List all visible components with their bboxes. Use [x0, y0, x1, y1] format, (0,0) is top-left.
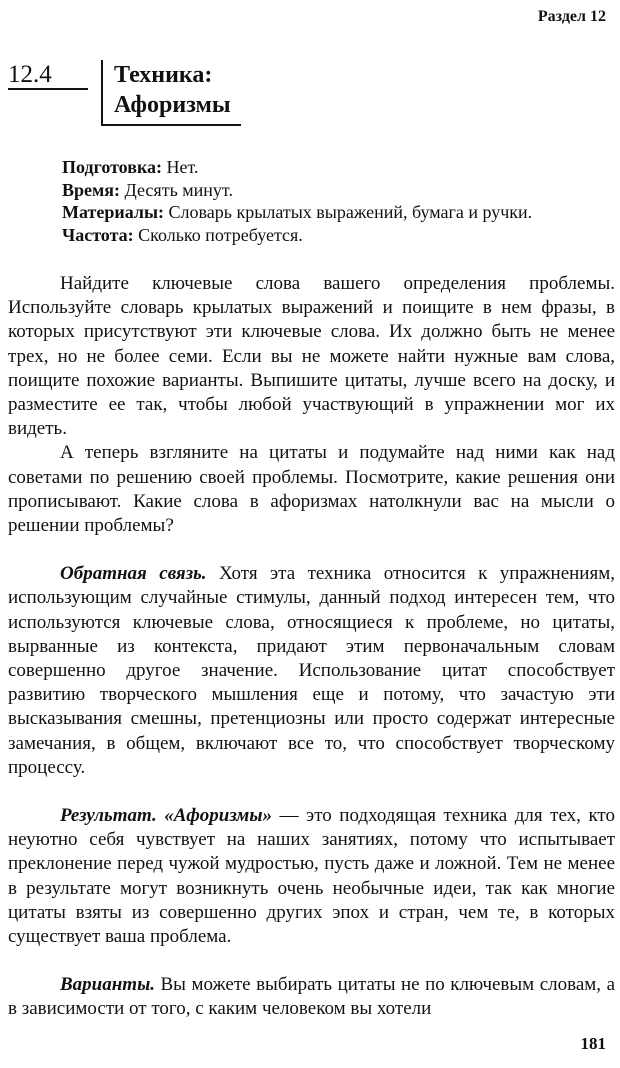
section-title-line1: Техника:	[114, 62, 213, 88]
running-head: Раздел 12	[537, 8, 606, 25]
meta-preparation	[62, 156, 614, 179]
meta-frequency-label: Частота:	[62, 224, 134, 245]
meta-time-value: Десять минут.	[124, 179, 233, 200]
section-title-line2: Афоризмы	[114, 92, 231, 118]
meta-materials-label: Материалы:	[62, 202, 165, 222]
page-number: 181	[580, 1034, 606, 1053]
variants-lead: Варианты.	[60, 974, 155, 996]
result-quote: «Афоризмы»	[156, 805, 272, 827]
title-rule-horizontal	[101, 124, 241, 126]
exercise-meta	[62, 156, 614, 246]
meta-materials	[62, 201, 614, 224]
paragraph-reflection: А теперь взгляните на цитаты и подумайте над ними как над советами по решению своей проблемы. Посмотрите, какие решения они прописывают. Какие слова в афоризмах натолкнули вас на мысли о решении проблемы?	[8, 442, 615, 537]
section-number: 12.4	[8, 62, 88, 90]
title-rule-vertical	[101, 60, 103, 126]
meta-frequency	[62, 224, 614, 247]
meta-materials-value: Словарь крылатых выражений, бумага и ручки.	[168, 202, 533, 222]
paragraph-variants	[8, 973, 615, 1021]
variants-text: Вы можете выбирать цитаты не по ключевым словам, а в зависимости от того, с каким человеком вы хотели	[8, 974, 615, 1020]
meta-time-label: Время:	[62, 179, 120, 200]
meta-prep-value: Нет.	[166, 157, 199, 177]
meta-time	[62, 179, 614, 202]
meta-prep-label: Подготовка:	[62, 157, 163, 177]
result-lead: Результат.	[60, 805, 157, 827]
body-text	[8, 272, 615, 1022]
paragraph-feedback	[8, 562, 615, 780]
paragraph-result	[8, 804, 615, 949]
result-text: — это подходящая техника для тех, кто неуютно себя чувствует на наших занятиях, потому что испытывает преклонение перед чужой мудростью, пусть даже и ложной. Тем не менее в результате могут возникнуть очень необычные идеи, так как многие цитаты взяты из совершенно других эпох и стран, чем те, в которых существует ваша проблема.	[8, 805, 615, 948]
section-title	[114, 60, 231, 120]
feedback-text: Хотя эта техника относится к упражнениям, использующим случайные стимулы, данный подход интересен тем, что используются ключевые слова, относящиеся к проблеме, но цитаты, вырванные из контекста, придают этим первоначальным словам совершенно другое значение. Использование цитат способствует развитию творческого мышления еще и потому, что зачастую эти высказывания смешны, претенциозны или просто содержат интересные замечания, в общем, включают все то, что способствует творческому процессу.	[8, 563, 615, 778]
feedback-lead: Обратная связь.	[60, 563, 207, 585]
meta-frequency-value: Сколько потребуется.	[138, 224, 303, 245]
paragraph-instructions: Найдите ключевые слова вашего определения проблемы. Используйте словарь крылатых выражений и поищите в нем фразы, в которых присутствуют эти ключевые слова. Их должно быть не менее трех, но не более семи. Если вы не можете найти нужные вам слова, поищите похожие варианты. Выпишите цитаты, лучше всего на доску, и разместите ее так, чтобы любой участвующий в упражнении мог их видеть.	[8, 273, 615, 440]
